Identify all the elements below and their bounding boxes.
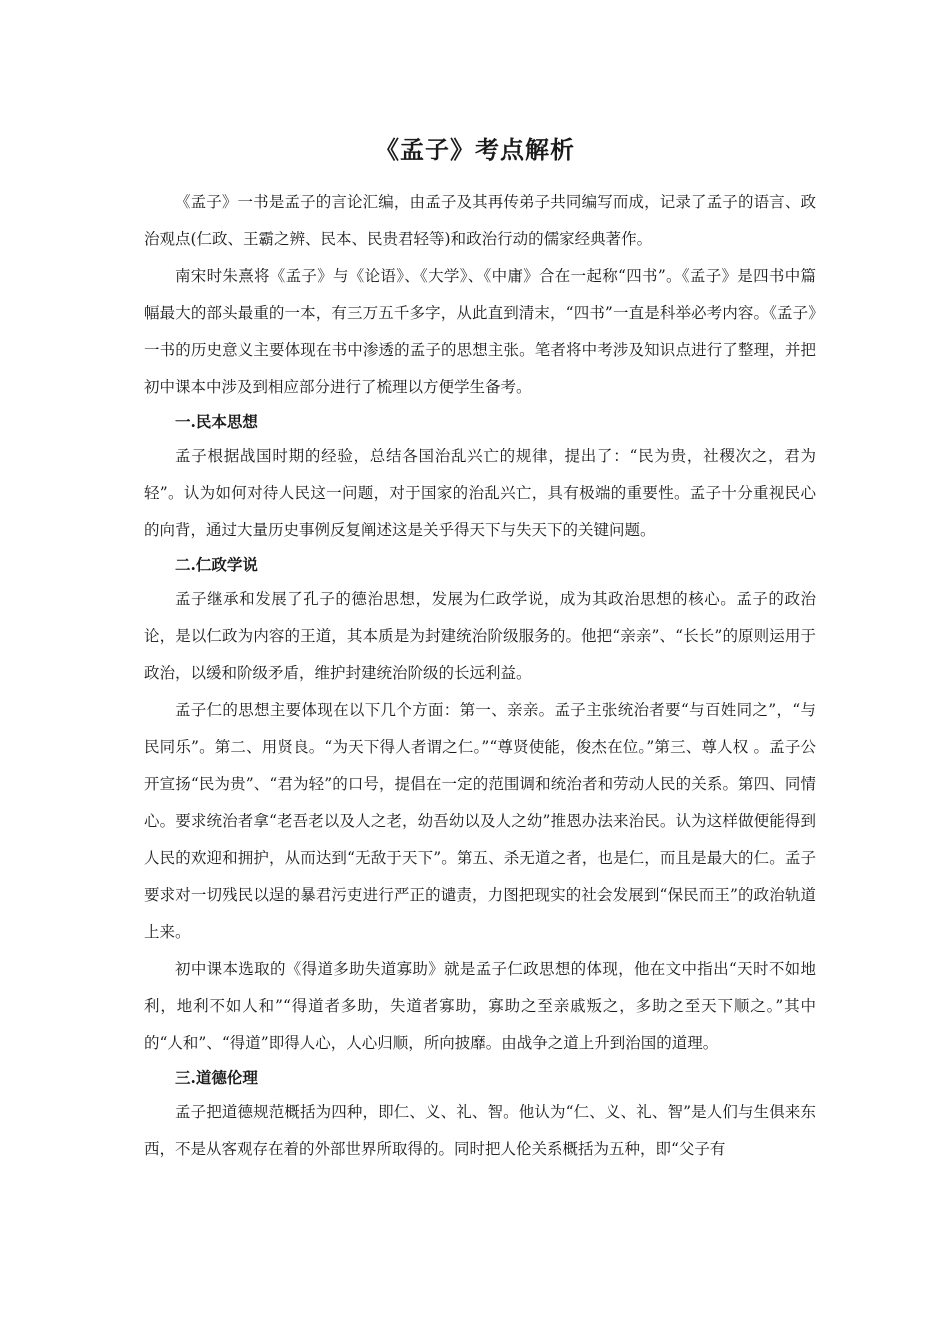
paragraph-benevolent-government: 孟子继承和发展了孔子的德治思想，发展为仁政学说，成为其政治思想的核心。孟子的政治论，是以仁政为内容的王道，其本质是为封建统治阶级服务的。他把“亲亲”、“长长”的原则运用于政治，以缓和阶级矛盾，维护封建统治阶级的长远利益。 [144,590,816,682]
section-heading-moral-ethics: 三.道德伦理 [175,1068,258,1087]
paragraph-moral-ethics: 孟子把道德规范概括为四种，即仁、义、礼、智。他认为“仁、义、礼、智”是人们与生俱来东西，不是从客观存在着的外部世界所取得的。同时把人伦关系概括为五种，即“父子有 [144,1103,816,1158]
paragraph-people-oriented: 孟子根据战国时期的经验，总结各国治乱兴亡的规律，提出了：“民为贵，社稷次之，君为轻”。认为如何对待人民这一问题，对于国家的治乱兴亡，具有极端的重要性。孟子十分重视民心的向背，通过大量历史事例反复阐述这是关乎得天下与失天下的关键问题。 [144,447,816,539]
section-heading-people-oriented: 一.民本思想 [175,412,258,431]
paragraph-intro: 《孟子》一书是孟子的言论汇编，由孟子及其再传弟子共同编写而成，记录了孟子的语言、政治观点(仁政、王霸之辨、民本、民贵君轻等)和政治行动的儒家经典著作。 [144,193,816,248]
paragraph-four-books: 南宋时朱熹将《孟子》与《论语》、《大学》、《中庸》合在一起称“四书”。《孟子》是四书中篇幅最大的部头最重的一本，有三万五千多字，从此直到清末，“四书”一直是科举必考内容。《孟子》一书的历史意义主要体现在书中渗透的孟子的思想主张。笔者将中考涉及知识点进行了整理，并把初中课本中涉及到相应部分进行了梳理以方便学生备考。 [144,267,816,396]
section-heading-benevolent-government: 二.仁政学说 [175,555,258,574]
paragraph-textbook-example: 初中课本选取的《得道多助失道寡助》就是孟子仁政思想的体现，他在文中指出“天时不如地利，地利不如人和”“得道者多助，失道者寡助，寡助之至亲戚叛之，多助之至天下顺之。”其中的“人和”、“得道”即得人心，人心归顺，所向披靡。由战争之道上升到治国的道理。 [144,960,816,1052]
paragraph-benevolence-aspects: 孟子仁的思想主要体现在以下几个方面：第一、亲亲。孟子主张统治者要“与百姓同之”，“与民同乐”。第二、用贤良。“为天下得人者谓之仁。”“尊贤使能，俊杰在位。”第三、尊人权 。孟子公开宣扬“民为贵”、“君为轻”的口号，提倡在一定的范围调和统治者和劳动人民的关系。第四、同情心。要求统治者拿“老吾老以及人之老，幼吾幼以及人之幼”推恩办法来治民。认为这样做便能得到人民的欢迎和拥护，从而达到“无敌于天下”。第五、杀无道之者，也是仁，而且是最大的仁。孟子要求对一切残民以逞的暴君污吏进行严正的谴责，力图把现实的社会发展到“保民而王”的政治轨道上来。 [144,701,816,941]
document-title: 《孟子》考点解析 [375,135,575,164]
document-body [144,184,816,1168]
